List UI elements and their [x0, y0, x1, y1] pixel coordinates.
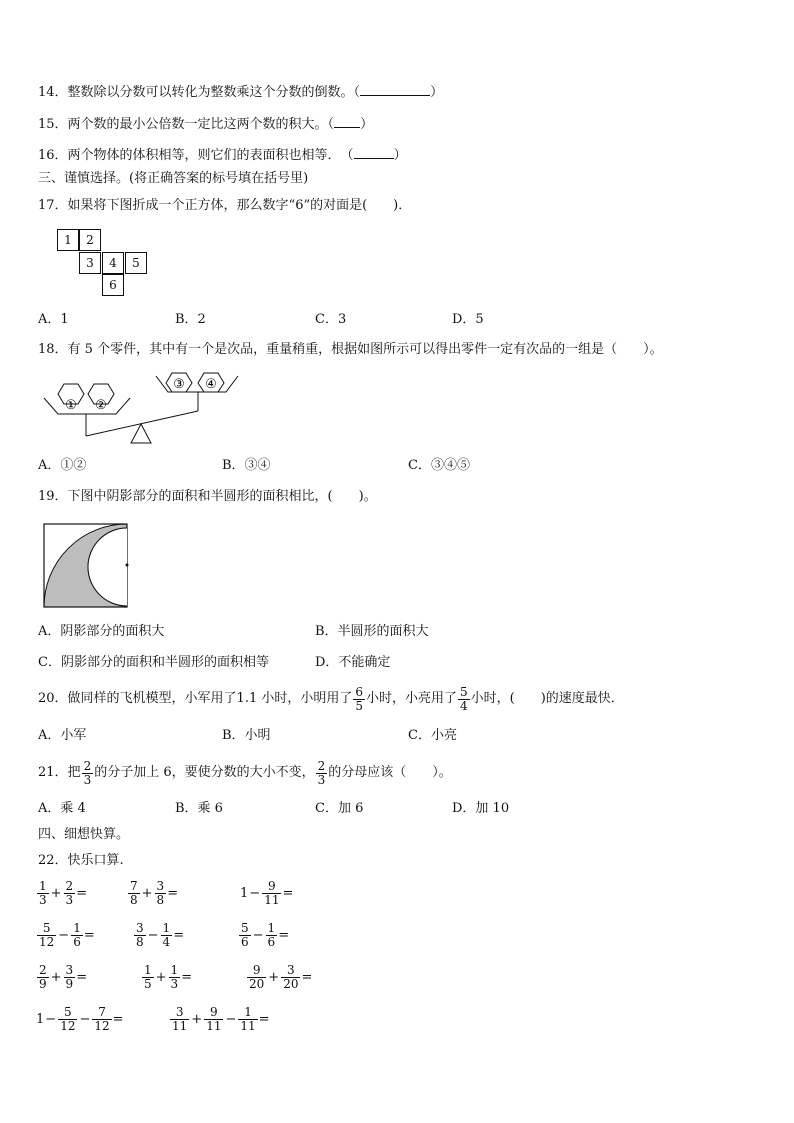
denominator: 3	[83, 772, 92, 787]
question-number: 14．	[38, 85, 68, 100]
part-label: ④	[205, 377, 217, 392]
question-number: 16．	[38, 148, 68, 163]
option-d[interactable]: D．不能确定	[315, 655, 391, 670]
question-text: 两个数的最小公倍数一定比这两个数的积大。（	[67, 117, 335, 132]
option-d[interactable]: D．加 10	[452, 801, 510, 816]
question-number: 21．	[38, 765, 68, 780]
calc-expression: $\frac{7}{8}$ + $\frac{3}{8}$ =	[130, 879, 179, 907]
option-b[interactable]: B．③④	[222, 458, 271, 473]
option-a[interactable]: A．1	[38, 312, 69, 327]
numerator: 5	[460, 684, 468, 699]
numerator: 2	[83, 758, 92, 773]
option-b[interactable]: B．乘 6	[175, 801, 223, 816]
option-d[interactable]: D．5	[452, 312, 484, 327]
question-18	[38, 341, 663, 359]
question-text: 下图中阴影部分的面积和半圆形的面积相比，( )。	[67, 489, 377, 504]
option-a[interactable]: A．乘 4	[38, 801, 86, 816]
part-label: ①	[65, 398, 77, 413]
question-21	[38, 755, 452, 791]
section-4-heading: 四、细想快算。	[38, 827, 130, 842]
option-c[interactable]: C．3	[315, 312, 347, 327]
option-a[interactable]: A．①②	[38, 458, 87, 473]
calc-expression: $\frac{1}{5}$ + $\frac{1}{3}$ =	[144, 963, 193, 991]
question-20	[38, 681, 624, 717]
bracket-close: ）	[393, 148, 407, 163]
question-text: 小时，小亮用了	[366, 691, 458, 706]
question-text: 如果将下图折成一个正方体，那么数字“6”的对面是( )．	[67, 198, 412, 213]
question-text: 两个物体的体积相等，则它们的表面积也相等． （	[67, 148, 354, 163]
option-a[interactable]: A．阴影部分的面积大	[38, 624, 165, 639]
net-cell-3: 3	[79, 252, 101, 274]
question-number: 19．	[38, 489, 68, 504]
question-text: 整数除以分数可以转化为整数乘这个分数的倒数。（	[67, 85, 361, 100]
question-number: 15．	[38, 117, 68, 132]
question-22	[38, 852, 124, 870]
fraction	[458, 686, 470, 713]
bracket-close: ）	[430, 85, 444, 100]
denominator: 3	[317, 772, 326, 787]
fraction	[82, 760, 94, 787]
denominator: 5	[355, 698, 363, 713]
part-label: ③	[173, 377, 185, 392]
shaded-area-figure	[42, 522, 132, 612]
option-c[interactable]: C．小亮	[408, 728, 457, 743]
question-text: 把	[67, 765, 81, 780]
calc-expression: 1 − $\frac{9}{11}$ =	[240, 879, 294, 907]
calc-expression: $\frac{3}{11}$ + $\frac{9}{11}$ − $\frac{1}{11}$ =	[172, 1005, 270, 1033]
calc-expression: $\frac{5}{12}$ − $\frac{1}{6}$ =	[39, 921, 95, 949]
net-cell-4: 4	[102, 252, 124, 274]
numerator: 2	[317, 758, 326, 773]
answer-blank[interactable]	[334, 114, 360, 128]
calc-expression: $\frac{2}{9}$ + $\frac{3}{9}$ =	[39, 963, 88, 991]
question-15	[38, 114, 373, 134]
option-c[interactable]: C．③④⑤	[408, 458, 470, 473]
question-number: 18．	[38, 342, 68, 357]
question-19	[38, 488, 377, 506]
calc-expression: $\frac{1}{3}$ + $\frac{2}{3}$ =	[39, 879, 88, 907]
question-text: 快乐口算.	[67, 853, 124, 868]
question-text: 的分母应该（ ）。	[328, 765, 452, 780]
question-text: 小时，( )的速度最快．	[470, 691, 624, 706]
calc-expression: $\frac{5}{6}$ − $\frac{1}{6}$ =	[241, 921, 290, 949]
net-cell-5: 5	[125, 252, 147, 274]
fraction	[353, 686, 365, 713]
option-c[interactable]: C．阴影部分的面积和半圆形的面积相等	[38, 655, 269, 670]
fraction	[316, 760, 328, 787]
net-cell-2: 2	[79, 229, 101, 251]
option-b[interactable]: B．半圆形的面积大	[315, 624, 429, 639]
option-b[interactable]: B．2	[175, 312, 206, 327]
question-14	[38, 82, 443, 102]
net-cell-6: 6	[102, 274, 124, 296]
part-label: ②	[95, 398, 107, 413]
calc-expression: $\frac{9}{20}$ + $\frac{3}{20}$ =	[249, 963, 313, 991]
numerator: 6	[355, 684, 363, 699]
answer-blank[interactable]	[354, 145, 394, 159]
section-3-heading: 三、谨慎选择。(将正确答案的标号填在括号里)	[38, 171, 309, 186]
question-text: 有 5 个零件，其中有一个是次品，重量稍重，根据如图所示可以得出零件一定有次品的一组是（ ）。	[67, 342, 663, 357]
net-cell-1: 1	[57, 229, 79, 251]
question-17	[38, 197, 411, 215]
balance-scale-figure	[40, 366, 250, 448]
calc-expression: 1 − $\frac{5}{12}$ − $\frac{7}{12}$ =	[36, 1005, 124, 1033]
option-a[interactable]: A．小军	[38, 728, 87, 743]
calc-expression: $\frac{3}{8}$ − $\frac{1}{4}$ =	[136, 921, 185, 949]
answer-blank[interactable]	[360, 82, 430, 96]
question-16	[38, 145, 407, 165]
bracket-close: ）	[360, 117, 374, 132]
question-text: 的分子加上 6，要使分数的大小不变，	[94, 765, 315, 780]
option-b[interactable]: B．小明	[222, 728, 271, 743]
question-text: 做同样的飞机模型，小军用了1.1 小时，小明用了	[67, 691, 353, 706]
option-c[interactable]: C．加 6	[315, 801, 364, 816]
denominator: 4	[460, 698, 468, 713]
question-number: 20．	[38, 691, 68, 706]
question-number: 17．	[38, 198, 68, 213]
question-number: 22．	[38, 853, 68, 868]
